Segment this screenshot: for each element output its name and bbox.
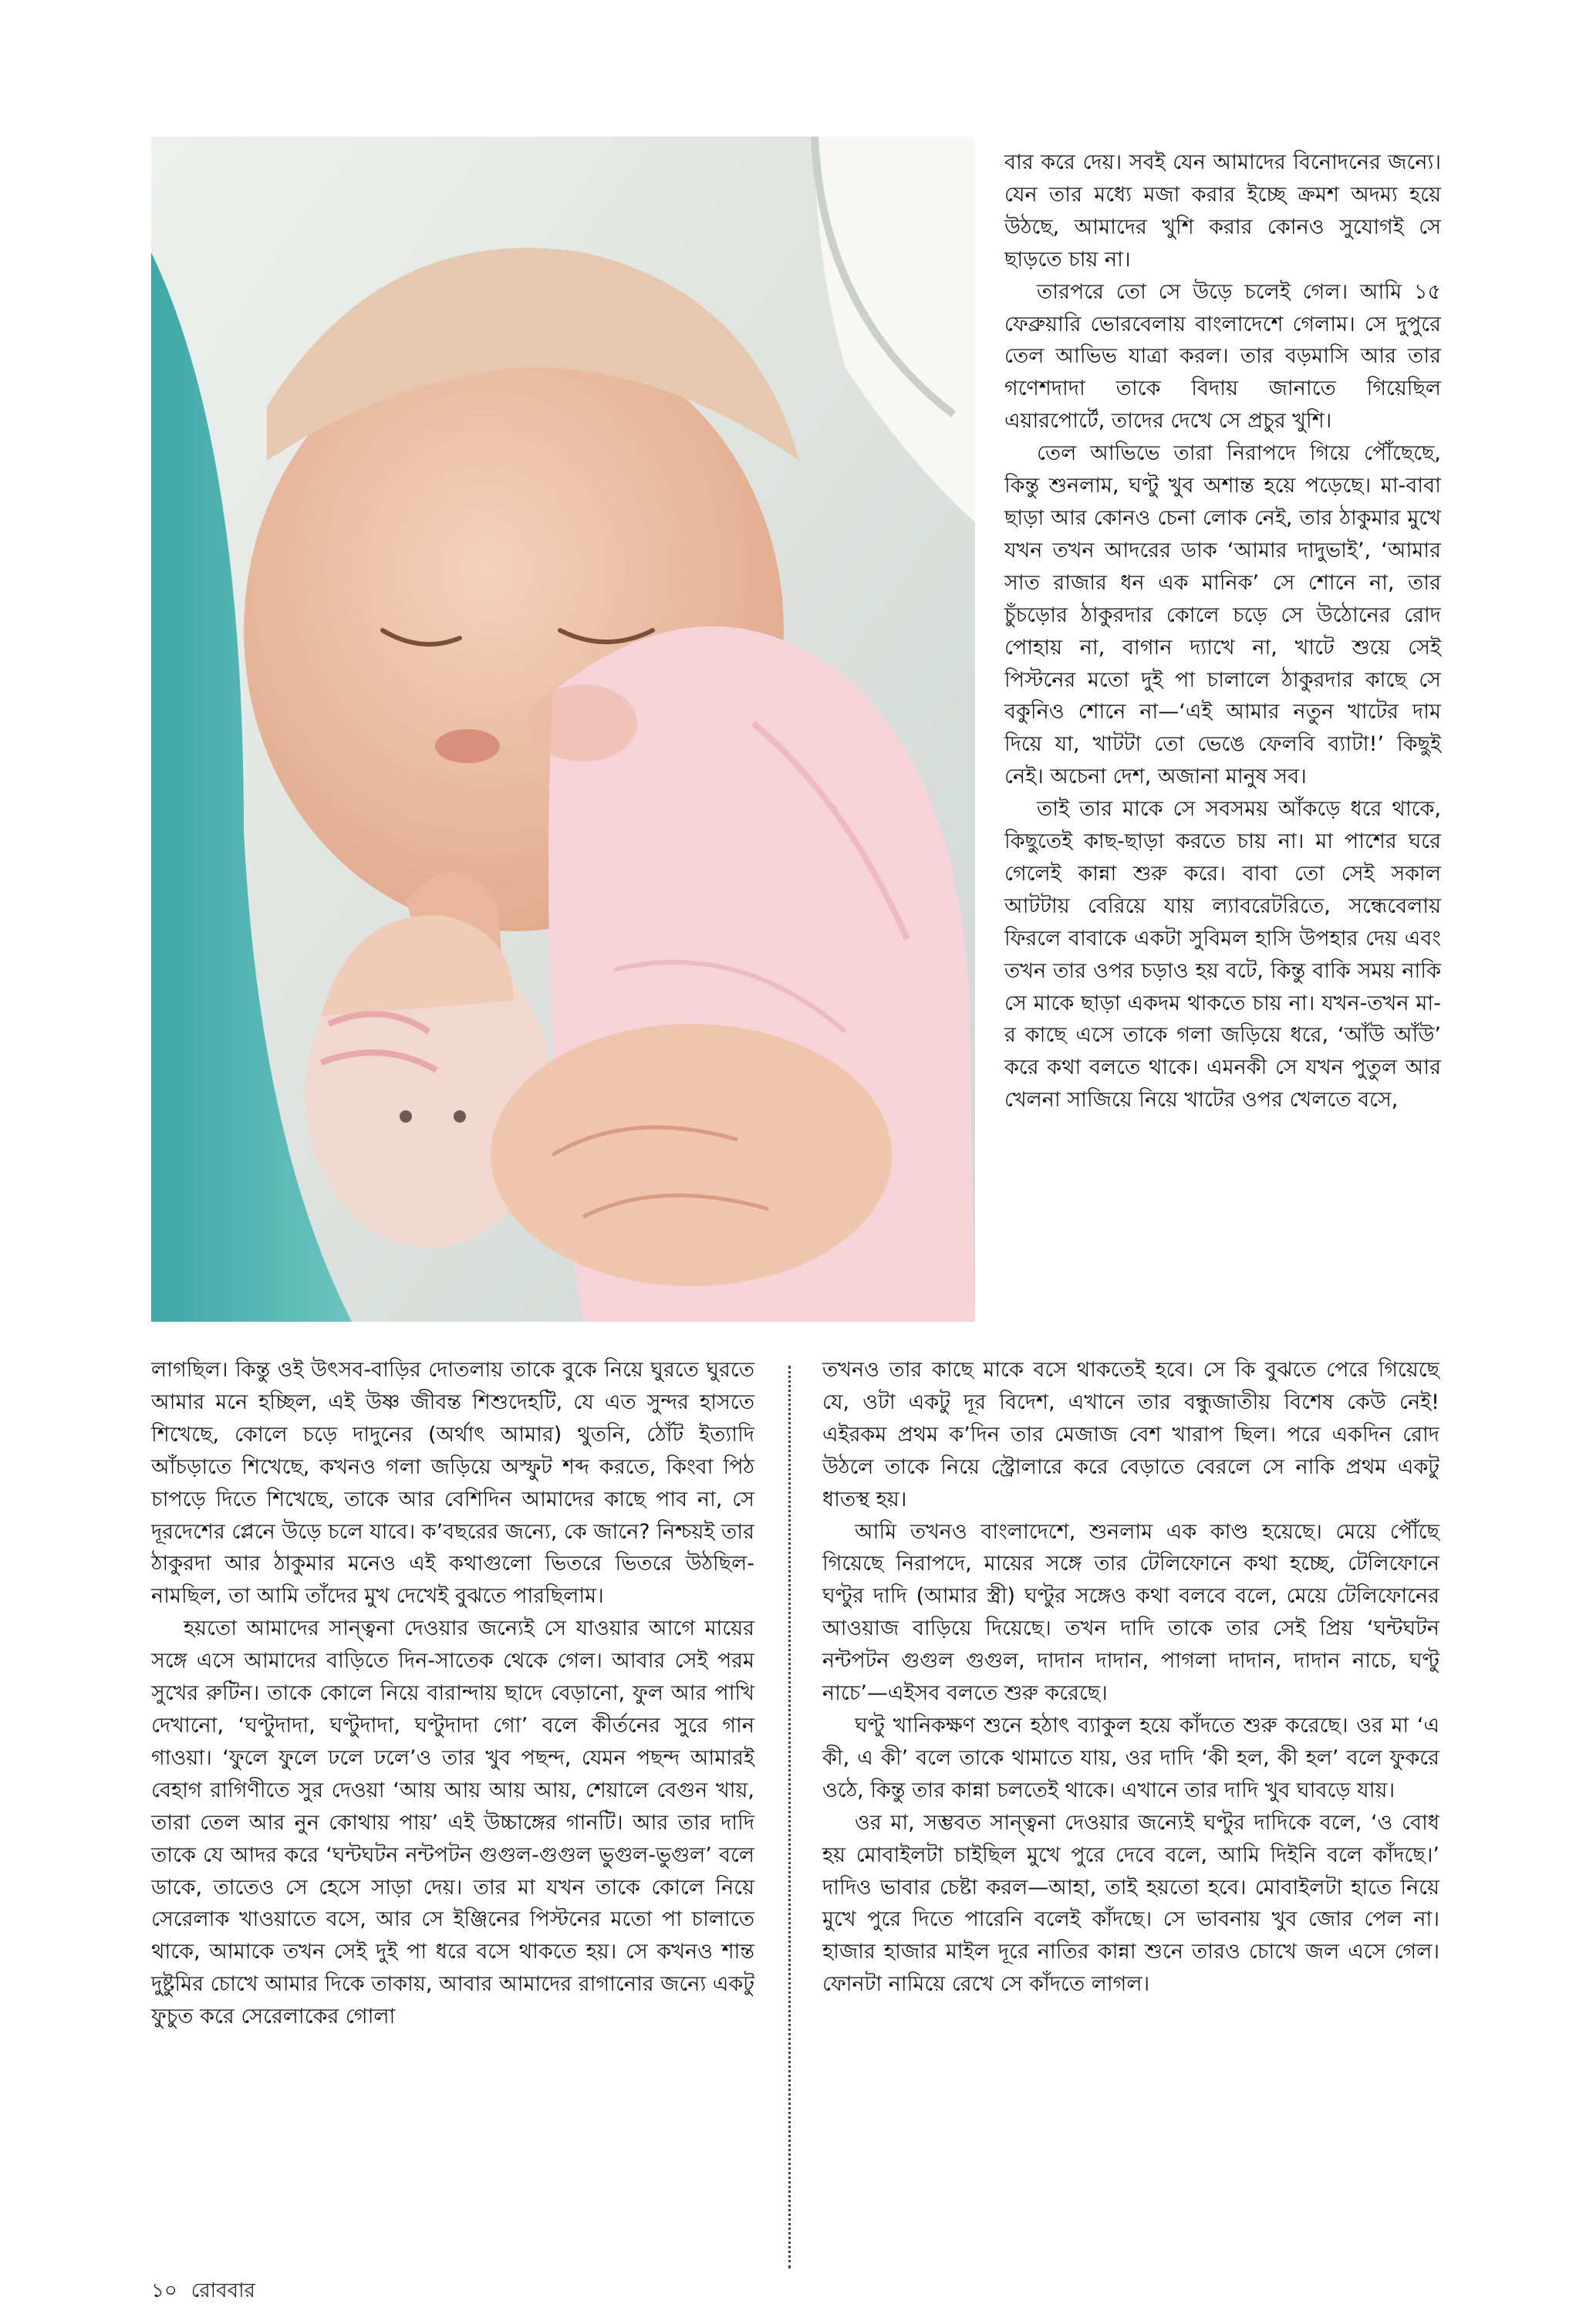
sleeping-baby-photo — [151, 137, 975, 1322]
paragraph: তারপরে তো সে উড়ে চলেই গেল। আমি ১৫ ফেব্রুয়ারি ভোরবেলায় বাংলাদেশে গেলাম। সে দুপুরে তেল আভিভ যাত্রা করল। তার বড়মাসি আর তার গণেশদাদা তাকে বিদায় জানাতে গিয়েছিল এয়ারপোর্টে, তাদের দেখে সে প্রচুর খুশি। — [1004, 279, 1441, 434]
paragraph: বার করে দেয়। সবই যেন আমাদের বিনোদনের জন্যে। যেন তার মধ্যে মজা করার ইচ্ছে ক্রমশ অদম্য হয়ে উঠছে, আমাদের খুশি করার কোনও সুযোগই সে ছাড়তে চায় না। — [1004, 150, 1441, 272]
paragraph: ওর মা, সম্ভবত সান্ত্বনা দেওয়ার জন্যেই ঘণ্টুর দাদিকে বলে, ‘ও বোধ হয় মোবাইলটা চাইছিল মুখে পুরে দেবে বলে, আমি দিইনি বলে কাঁদছে।’ দাদিও ভাবার চেষ্টা করল—আহা, তাই হয়তো হবে। মোবাইলটা হাতে নিয়ে মুখে পুরে দিতে পারেনি বলেই কাঁদছে। সে ভাবনায় খুব জোর পেল না। হাজার হাজার মাইল দূরে নাতির কান্না শুনে তারও চোখে জল এসে গেল। ফোনটা নামিয়ে রেখে সে কাঁদতে লাগল। — [822, 1810, 1439, 1997]
article-column-left-bottom — [151, 1354, 754, 2033]
paragraph: তখনও তার কাছে মাকে বসে থাকতেই হবে। সে কি বুঝতে পেরে গিয়েছে যে, ওটা একটু দূর বিদেশ, এখানে তার বন্ধুজাতীয় বিশেষ কেউ নেই! এইরকম প্রথম ক’দিন তার মেজাজ বেশ খারাপ ছিল। পরে একদিন রোদ উঠলে তাকে নিয়ে স্ট্রোলারে করে বেড়াতে বেরলে সে নাকি প্রথম একটু ধাতস্থ হয়। — [822, 1358, 1439, 1512]
magazine-name: রোববার — [191, 2279, 255, 2302]
paragraph: তাই তার মাকে সে সবসময় আঁকড়ে ধরে থাকে, কিছুতেই কাছ-ছাড়া করতে চায় না। মা পাশের ঘরে গেলেই কান্না শুরু করে। বাবা তো সেই সকাল আটটায় বেরিয়ে যায় ল্যাবরেটরিতে, সন্ধেবেলায় ফিরলে বাবাকে একটা সুবিমল হাসি উপহার দেয় এবং তখন তার ওপর চড়াও হয় বটে, কিন্তু বাকি সময় নাকি সে মাকে ছাড়া একদম থাকতে চায় না। যখন-তখন মা-র কাছে এসে তাকে গলা জড়িয়ে ধরে, ‘আঁউ আঁউ’ করে কথা বলতে থাকে। এমনকী সে যখন পুতুল আর খেলনা সাজিয়ে নিয়ে খাটের ওপর খেলতে বসে, — [1004, 797, 1441, 1113]
page-footer — [151, 2275, 255, 2309]
article-column-right-top — [1004, 147, 1441, 1116]
paragraph: ঘণ্টু খানিকক্ষণ শুনে হঠাৎ ব্যাকুল হয়ে কাঁদতে শুরু করেছে। ওর মা ‘এ কী, এ কী’ বলে তাকে থামাতে যায়, ওর দাদি ‘কী হল, কী হল’ বলে ফুকরে ওঠে, কিন্তু তার কান্না চলতেই থাকে। এখানে তার দাদি খুব ঘাবড়ে যায়। — [822, 1713, 1439, 1802]
paragraph: আমি তখনও বাংলাদেশে, শুনলাম এক কাণ্ড হয়েছে। মেয়ে পৌঁছে গিয়েছে নিরাপদে, মায়ের সঙ্গে তার টেলিফোনে কথা হচ্ছে, টেলিফোনে ঘণ্টুর দাদি (আমার স্ত্রী) ঘণ্টুর সঙ্গেও কথা বলবে বলে, মেয়ে টেলিফোনের আওয়াজ বাড়িয়ে দিয়েছে। তখন দাদি তাকে তার সেই প্রিয় ‘ঘন্টঘটন নন্টপটন গুগুল গুগুল, দাদান দাদান, পাগলা দাদান, দাদান নাচে, ঘণ্টু নাচে’—এইসব বলতে শুরু করেছে। — [822, 1519, 1439, 1706]
page-number: ১০ — [151, 2279, 177, 2302]
column-divider — [788, 1366, 791, 2268]
article-column-right-bottom — [822, 1354, 1439, 2001]
paragraph: হয়তো আমাদের সান্ত্বনা দেওয়ার জন্যেই সে যাওয়ার আগে মায়ের সঙ্গে এসে আমাদের বাড়িতে দিন-সাতেক থেকে গেল। আবার সেই পরম সুখের রুটিন। তাকে কোলে নিয়ে বারান্দায় ছাদে বেড়ানো, ফুল আর পাখি দেখানো, ‘ঘণ্টুদাদা, ঘণ্টুদাদা, ঘণ্টুদাদা গো’ বলে কীর্তনের সুরে গান গাওয়া। ‘ফুলে ফুলে ঢলে ঢলে’ও তার খুব পছন্দ, যেমন পছন্দ আমারই বেহাগ রাগিণীতে সুর দেওয়া ‘আয় আয় আয় আয়, শেয়ালে বেগুন খায়, তারা তেল আর নুন কোথায় পায়’ এই উচ্চাঙ্গের গানটি। আর তার দাদি তাকে যে আদর করে ‘ঘন্টঘটন নন্টপটন গুগুল-গুগুল ভুগুল-ভুগুল’ বলে ডাকে, তাতেও সে হেসে সাড়া দেয়। তার মা যখন তাকে কোলে নিয়ে সেরেলাক খাওয়াতে বসে, আর সে ইঞ্জিনের পিস্টনের মতো পা চালাতে থাকে, আমাকে তখন সেই দুই পা ধরে বসে থাকতে হয়। সে কখনও শান্ত দুষ্টুমির চোখে আমার দিকে তাকায়, আবার আমাদের রাগানোর জন্যে একটু ফুচুত করে সেরেলাকের গোলা — [151, 1616, 754, 2029]
paragraph: তেল আভিভে তারা নিরাপদে গিয়ে পৌঁছেছে, কিন্তু শুনলাম, ঘণ্টু খুব অশান্ত হয়ে পড়েছে। মা-বাবা ছাড়া আর কোনও চেনা লোক নেই, তার ঠাকুমার মুখে যখন তখন আদরের ডাক ‘আমার দাদুভাই’, ‘আমার সাত রাজার ধন এক মানিক’ সে শোনে না, তার চুঁচড়োর ঠাকুরদার কোলে চড়ে সে উঠোনের রোদ পোহায় না, বাগান দ্যাখে না, খাটে শুয়ে সেই পিস্টনের মতো দুই পা চালালে ঠাকুরদার কাছে সে বকুনিও শোনে না—‘এই আমার নতুন খাটের দাম দিয়ে যা, খাটটা তো ভেঙে ফেলবি ব্যাটা!’ কিছুই নেই। অচেনা দেশ, অজানা মানুষ সব। — [1004, 441, 1441, 789]
paragraph: লাগছিল। কিন্তু ওই উৎসব-বাড়ির দোতলায় তাকে বুকে নিয়ে ঘুরতে ঘুরতে আমার মনে হচ্ছিল, এই উষ্ণ জীবন্ত শিশুদেহটি, যে এত সুন্দর হাসতে শিখেছে, কোলে চড়ে দাদুনের (অর্থাৎ আমার) থুতনি, ঠোঁট ইত্যাদি আঁচড়াতে শিখেছে, কখনও গলা জড়িয়ে অস্ফুট শব্দ করতে, কিংবা পিঠ চাপড়ে দিতে শিখেছে, তাকে আর বেশিদিন আমাদের কাছে পাব না, সে দূরদেশের প্লেনে উড়ে চলে যাবে। ক’বছরের জন্যে, কে জানে? নিশ্চয়ই তার ঠাকুরদা আর ঠাকুমার মনেও এই কথাগুলো ভিতরে ভিতরে উঠছিল-নামছিল, তা আমি তাঁদের মুখ দেখেই বুঝতে পারছিলাম। — [151, 1358, 754, 1609]
photo-illustration — [151, 137, 975, 1322]
